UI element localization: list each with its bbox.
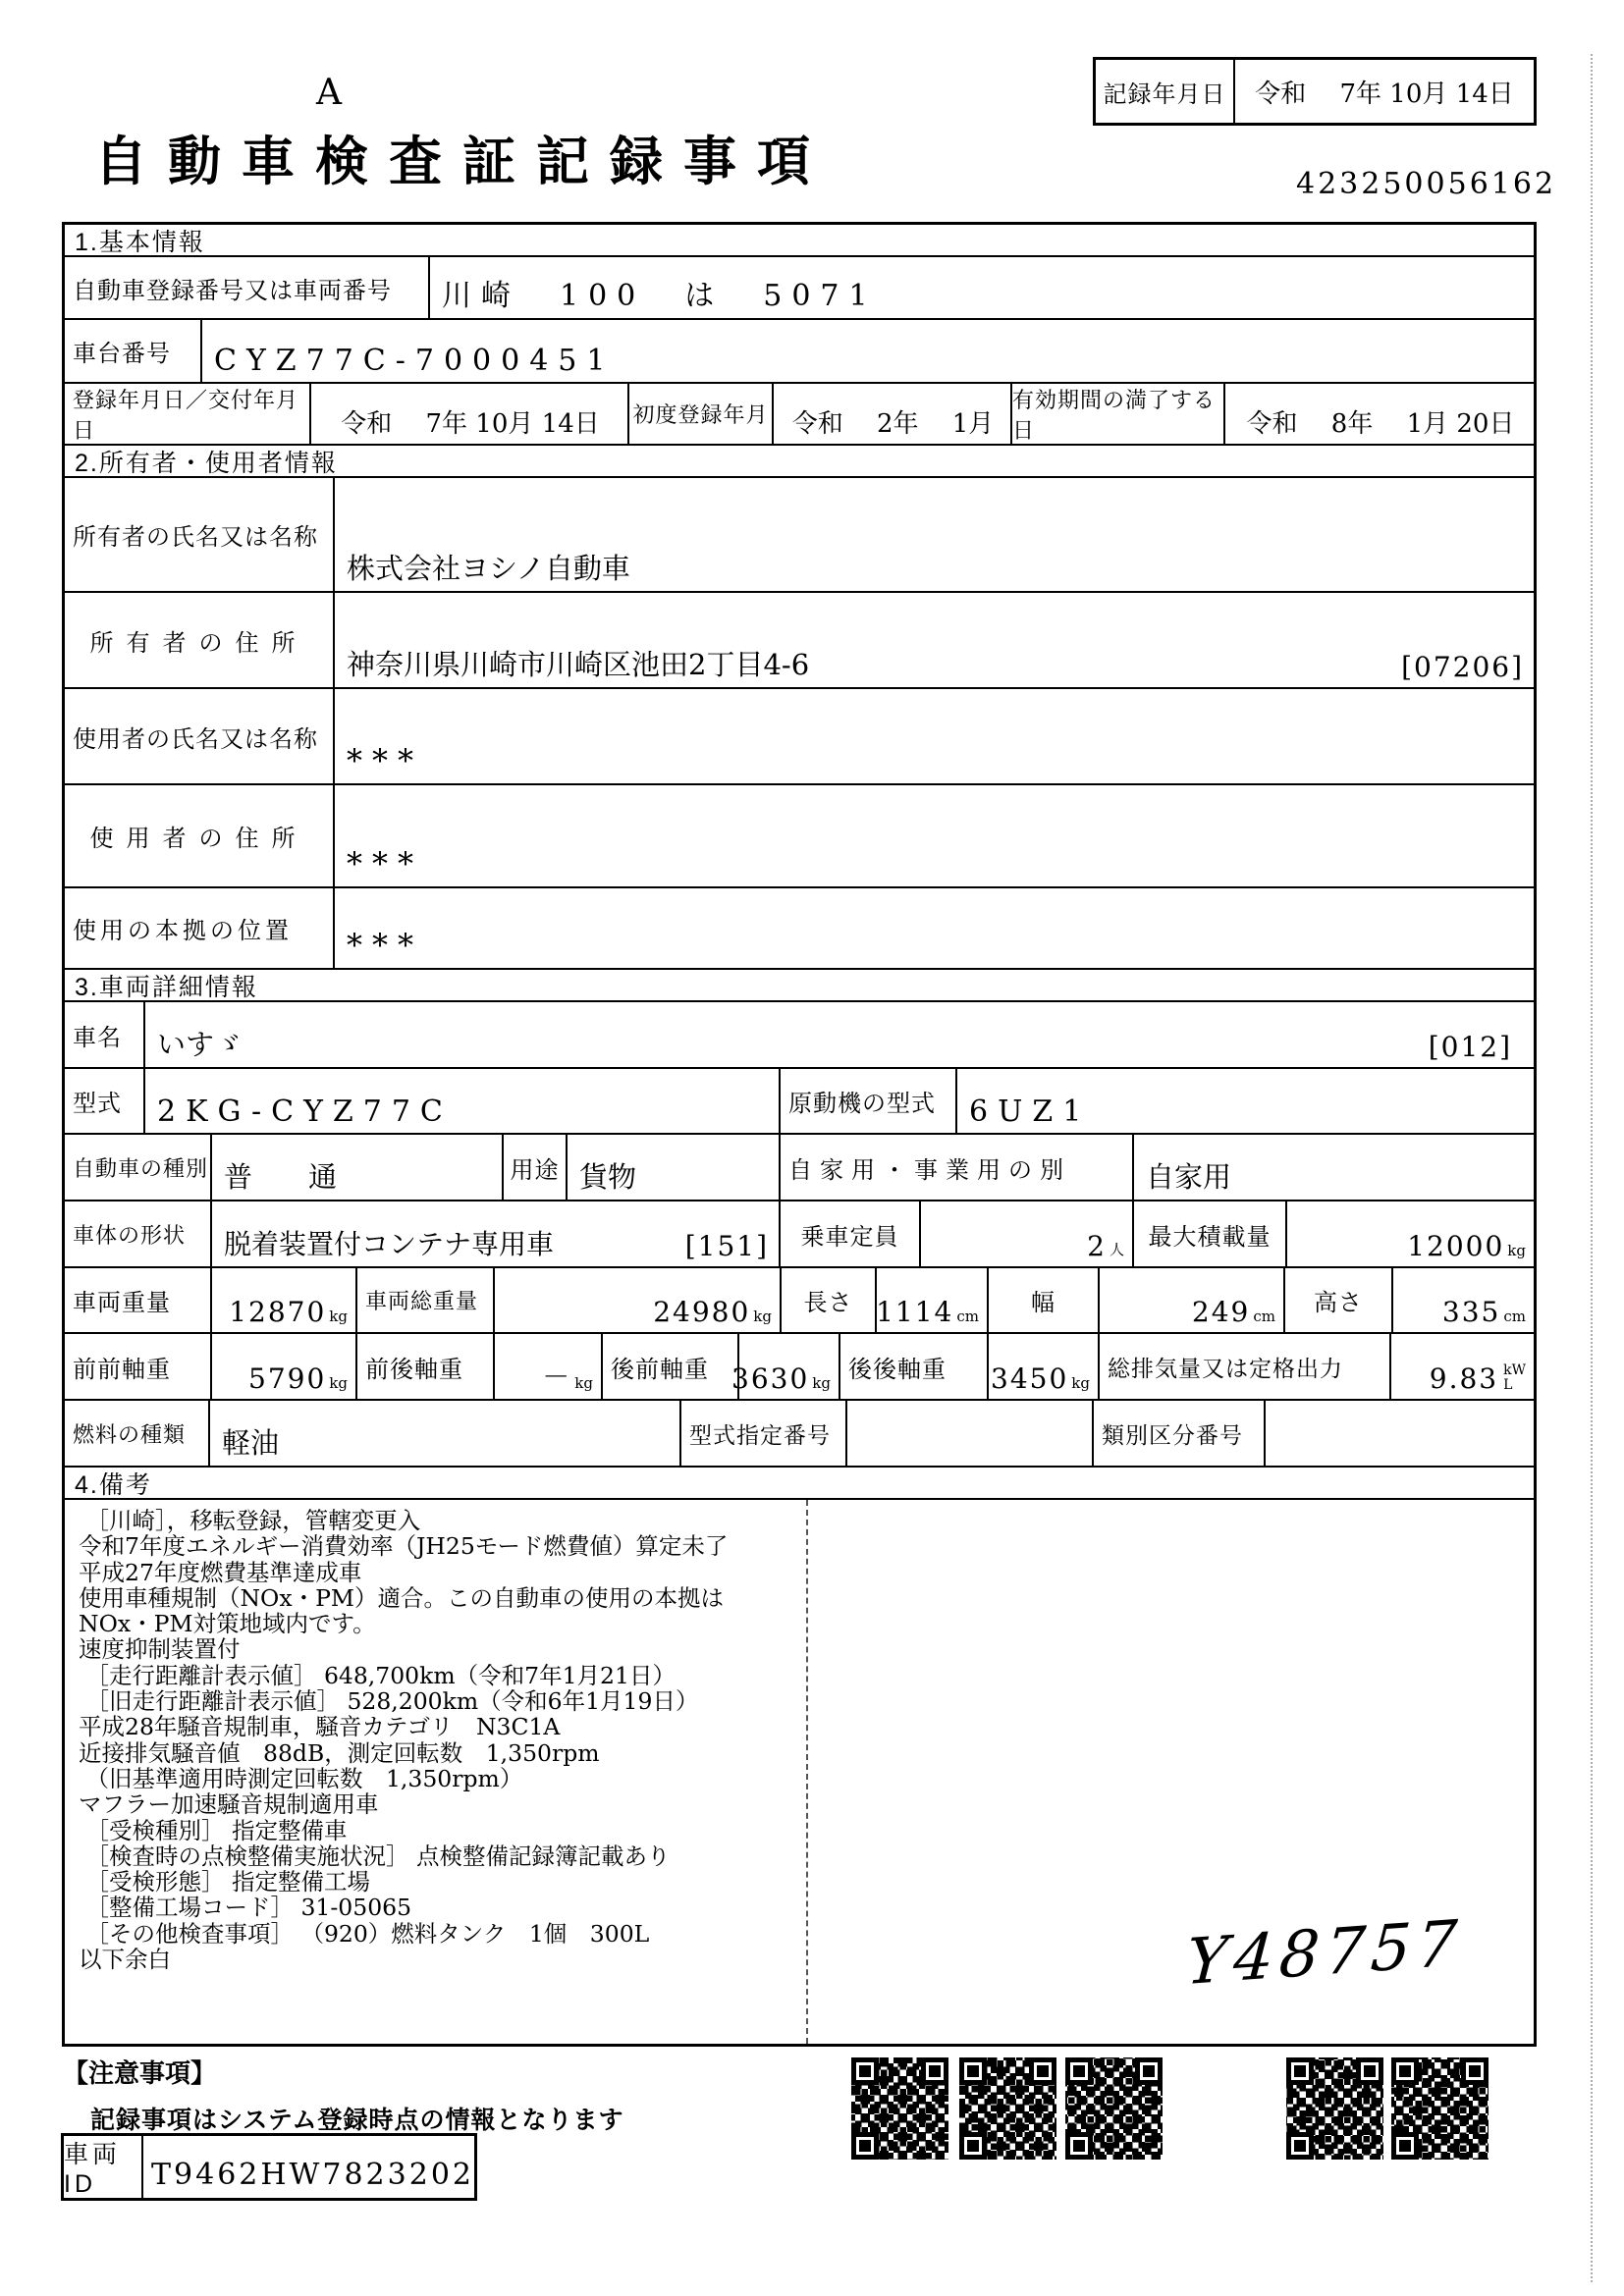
displacement-value: 9.83 (1429, 1362, 1499, 1395)
registration-number-label: 自動車登録番号又は車両番号 (65, 257, 430, 318)
displacement-label: 総排気量又は定格出力 (1100, 1334, 1391, 1399)
use-label: 用途 (504, 1135, 568, 1200)
remark-line: ［受検形態］ 指定整備工場 (79, 1868, 370, 1896)
owner-name-value: 株式会社ヨシノ自動車 (347, 552, 630, 585)
car-name-label: 車名 (65, 1002, 145, 1067)
width-unit: cm (1253, 1308, 1275, 1325)
capacity-value: 2 (1087, 1230, 1107, 1262)
remark-line: 平成28年騒音規制車，騒音カテゴリ N3C1A (79, 1713, 561, 1741)
front-rear-axle-value: － (542, 1361, 572, 1393)
remark-line: ［その他検査事項］ （920）燃料タンク 1個 300L (79, 1919, 650, 1948)
max-load-value: 12000 (1407, 1230, 1505, 1262)
record-date-label: 記録年月日 (1096, 60, 1235, 123)
registration-number-value: 川崎 100 は 5071 (442, 279, 878, 313)
first-registration-value: 令和 2年 1月 (774, 384, 1012, 444)
rear-front-axle-value-cell (731, 1334, 840, 1399)
displacement-unit-l: L (1503, 1377, 1513, 1393)
max-load-label: 最大積載量 (1134, 1201, 1287, 1266)
section4-heading: 4.備考 (65, 1468, 1534, 1500)
displacement-value-cell (1391, 1334, 1534, 1399)
engine-model-value: 6UZ1 (969, 1095, 1092, 1129)
section3-heading: 3.車両詳細情報 (65, 970, 1534, 1002)
vehicle-id-label: 車両ID (64, 2136, 143, 2198)
remark-line: （旧基準適用時測定回転数 1,350rpm） (79, 1764, 523, 1792)
remark-line: 令和7年度エネルギー消費効率（JH25モード燃費値）算定未了 (79, 1532, 729, 1561)
base-location-value: *** (347, 927, 423, 964)
dates-row (65, 384, 1534, 446)
car-name-code: [012] (1428, 1031, 1512, 1063)
length-value-cell (877, 1268, 989, 1332)
owner-address-value: 神奈川県川崎市川崎区池田2丁目4-6 (347, 648, 810, 681)
height-value-cell (1393, 1268, 1534, 1332)
weights-dimensions-row (65, 1268, 1534, 1334)
page-fold-line (1591, 54, 1593, 2282)
user-name-value: *** (347, 742, 423, 779)
car-name-value-cell (145, 1002, 1534, 1067)
registration-number-row (65, 257, 1534, 320)
remark-line: 以下余白 (79, 1946, 171, 1974)
qr-finder-pattern (1391, 2132, 1419, 2160)
displacement-units (1503, 1363, 1526, 1393)
expiration-date-value: 令和 8年 1月 20日 (1246, 409, 1515, 439)
chassis-number-row (65, 320, 1534, 384)
ownership-label: 自家用・事業用の別 (781, 1135, 1134, 1200)
body-shape-value: 脱着装置付コンテナ専用車 (224, 1228, 555, 1260)
page-title: 自動車検査証記録事項 (94, 133, 831, 191)
handwritten-note: Y48757 (1183, 1906, 1466, 2001)
capacity-value-cell (921, 1201, 1134, 1266)
qr-finder-pattern (921, 2057, 948, 2085)
length-unit: cm (956, 1308, 979, 1325)
qr-code (851, 2057, 948, 2160)
document-number: 423250056162 (1296, 167, 1557, 201)
front-front-axle-value-cell (212, 1334, 357, 1399)
type-designation-label: 型式指定番号 (681, 1401, 847, 1466)
remark-line: ［整備工場コード］ 31-05065 (79, 1894, 412, 1922)
body-shape-row (65, 1201, 1534, 1268)
first-registration-label: 初度登録年月 (629, 384, 774, 444)
qr-code (1286, 2057, 1383, 2160)
owner-name-label: 所有者の氏名又は名称 (65, 478, 335, 591)
body-shape-label: 車体の形状 (65, 1201, 212, 1266)
body-shape-value-cell (212, 1201, 781, 1266)
height-label: 高さ (1285, 1268, 1393, 1332)
rear-rear-axle-label: 後後軸重 (840, 1334, 989, 1399)
owner-address-code: [07206] (1401, 651, 1524, 683)
fuel-type-value: 軽油 (210, 1401, 681, 1466)
registration-date-label: 登録年月日／交付年月日 (65, 384, 311, 444)
registration-date-value: 令和 7年 10月 14日 (311, 384, 629, 444)
width-value-cell (1100, 1268, 1285, 1332)
notice-heading: 【注意事項】 (63, 2058, 217, 2088)
rear-rear-axle-value: 3450 (991, 1362, 1069, 1395)
capacity-label: 乗車定員 (781, 1201, 921, 1266)
user-address-label: 使用者の住所 (65, 785, 335, 886)
section1-heading: 1.基本情報 (65, 225, 1534, 257)
vehicle-weight-value-cell (212, 1268, 357, 1332)
category-number-label: 類別区分番号 (1094, 1401, 1266, 1466)
remarks-text (65, 1500, 808, 2044)
rear-rear-axle-value-cell (989, 1334, 1100, 1399)
front-front-axle-unit: kg (329, 1374, 348, 1392)
type-designation-value (847, 1401, 1094, 1466)
fuel-row (65, 1401, 1534, 1468)
qr-finder-pattern (851, 2057, 879, 2085)
qr-finder-pattern (1391, 2057, 1419, 2085)
gross-weight-value-cell (495, 1268, 782, 1332)
rear-front-axle-label: 後前軸重 (603, 1334, 739, 1399)
rear-rear-axle-unit: kg (1071, 1374, 1090, 1392)
qr-finder-pattern (1461, 2057, 1489, 2085)
owner-address-value-cell (335, 593, 1534, 687)
remark-line: ［川崎］，移転登録，管轄変更入 (79, 1507, 421, 1534)
use-value: 貨物 (568, 1135, 781, 1200)
qr-finder-pattern (1065, 2057, 1093, 2085)
owner-address-row (65, 593, 1534, 689)
qr-finder-pattern (1356, 2057, 1383, 2085)
chassis-number-label: 車台番号 (65, 320, 202, 382)
qr-finder-pattern (959, 2057, 987, 2085)
rear-front-axle-unit: kg (812, 1374, 831, 1392)
expiration-date-label: 有効期間の満了する日 (1012, 384, 1225, 444)
category-use-row (65, 1135, 1534, 1201)
qr-code (1391, 2057, 1489, 2160)
width-label: 幅 (989, 1268, 1100, 1332)
section2-heading: 2.所有者・使用者情報 (65, 446, 1534, 478)
qr-finder-pattern (1286, 2132, 1314, 2160)
remark-line: 近接排気騒音値 88dB，測定回転数 1,350rpm (79, 1738, 600, 1767)
max-load-value-cell (1287, 1201, 1534, 1266)
vehicle-weight-value: 12870 (229, 1296, 327, 1328)
gross-weight-label: 車両総重量 (357, 1268, 495, 1332)
remarks-row (65, 1500, 1534, 2044)
user-name-label: 使用者の氏名又は名称 (65, 689, 335, 783)
vehicle-weight-label: 車両重量 (65, 1268, 212, 1332)
car-name-value: いすゞ (157, 1028, 244, 1061)
vehicle-id-value: T9462HW7823202 (151, 2158, 474, 2192)
body-shape-code: [151] (684, 1230, 769, 1262)
record-date-value: 令和 7年 10月 14日 (1255, 79, 1514, 109)
model-value: 2KG-CYZ77C (145, 1069, 781, 1133)
qr-code (959, 2057, 1056, 2160)
vehicle-category-label: 自動車の種別 (65, 1135, 212, 1200)
remark-line: ［走行距離計表示値］ 648,700km（令和7年1月21日） (79, 1661, 676, 1689)
gross-weight-unit: kg (753, 1308, 772, 1325)
front-rear-axle-label: 前後軸重 (357, 1334, 495, 1399)
chassis-number-value: CYZ77C-7000451 (214, 344, 616, 378)
qr-finder-pattern (851, 2132, 879, 2160)
record-date-box (1093, 57, 1537, 126)
gross-weight-value: 24980 (653, 1296, 751, 1328)
vehicle-id-box (61, 2133, 477, 2201)
category-number-value (1266, 1401, 1534, 1466)
displacement-unit-kw: kW (1503, 1362, 1526, 1378)
rear-front-axle-value: 3630 (731, 1362, 810, 1395)
ownership-value: 自家用 (1146, 1160, 1232, 1194)
user-address-row (65, 785, 1534, 888)
length-value: 1114 (876, 1296, 954, 1328)
remark-line: 平成27年度燃費基準達成車 (79, 1558, 362, 1586)
max-load-unit: kg (1507, 1242, 1526, 1259)
remark-line: ［受検種別］ 指定整備車 (79, 1816, 348, 1844)
qr-code (1065, 2057, 1163, 2160)
owner-name-row (65, 478, 1534, 593)
front-front-axle-label: 前前軸重 (65, 1334, 212, 1399)
vehicle-category-value: 普 通 (212, 1135, 504, 1200)
capacity-unit: 人 (1109, 1241, 1124, 1258)
remarks-right-column (808, 1500, 1534, 2044)
front-rear-axle-unit: kg (574, 1374, 593, 1392)
user-name-row (65, 689, 1534, 785)
qr-finder-pattern (1286, 2057, 1314, 2085)
owner-address-label: 所有者の住所 (65, 593, 335, 687)
remark-line: マフラー加速騒音規制適用車 (79, 1790, 379, 1819)
height-value: 335 (1441, 1296, 1501, 1328)
document-table (62, 222, 1537, 2047)
remark-line: ［検査時の点検整備実施状況］ 点検整備記録簿記載あり (79, 1842, 671, 1870)
front-front-axle-value: 5790 (248, 1362, 327, 1395)
qr-finder-pattern (1029, 2057, 1056, 2085)
qr-finder-pattern (1135, 2057, 1163, 2085)
user-address-value: *** (347, 845, 423, 882)
model-label: 型式 (65, 1069, 145, 1133)
axle-weights-row (65, 1334, 1534, 1401)
page-marker-a: A (316, 73, 342, 113)
base-location-label: 使用の本拠の位置 (65, 888, 335, 968)
remark-line: ［旧走行距離計表示値］ 528,200km（令和6年1月19日） (79, 1687, 699, 1716)
notice-text: 記録事項はシステム登録時点の情報となります (90, 2107, 624, 2134)
qr-finder-pattern (1065, 2132, 1093, 2160)
fuel-type-label: 燃料の種類 (65, 1401, 210, 1466)
width-value: 249 (1191, 1296, 1251, 1328)
front-rear-axle-value-cell (495, 1334, 603, 1399)
height-unit: cm (1503, 1308, 1526, 1325)
model-row (65, 1069, 1534, 1135)
vehicle-weight-unit: kg (329, 1308, 348, 1325)
remark-line: 速度抑制装置付 (79, 1635, 241, 1664)
qr-finder-pattern (959, 2132, 987, 2160)
base-location-row (65, 888, 1534, 970)
remark-line: 使用車種規制（NOx・PM）適合。この自動車の使用の本拠はNOx・PM対策地域内です。 (79, 1583, 724, 1638)
length-label: 長さ (782, 1268, 877, 1332)
car-name-row (65, 1002, 1534, 1069)
engine-model-label: 原動機の型式 (781, 1069, 957, 1133)
